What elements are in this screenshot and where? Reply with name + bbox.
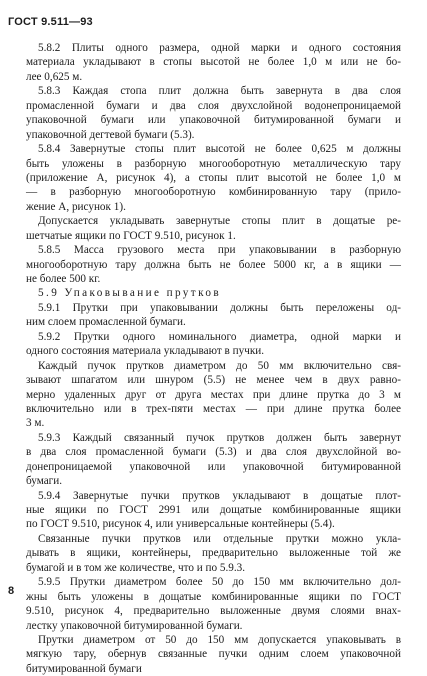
text-line: 5.9.1 Прутки при упаковывании должны быть переложены од- bbox=[38, 301, 401, 314]
text-line: лестку упаковочной битумированной бумаги. bbox=[26, 619, 243, 632]
text-line: 9.510, рисунок 4, предварительно выложенные двумя слоями внах- bbox=[26, 605, 401, 618]
text-line: одного состояния материала укладывают в пучки. bbox=[26, 345, 265, 358]
text-line: 5.9.3 Каждый связанный пучок прутков должен быть завернут bbox=[38, 431, 401, 444]
page-number: 8 bbox=[8, 585, 15, 597]
text-line: жение А, рисунок 1). bbox=[26, 200, 126, 213]
standard-header: ГОСТ 9.511—93 bbox=[8, 16, 93, 28]
text-line: Прутки диаметром от 50 до 150 мм допускается упаковывать в bbox=[38, 633, 401, 646]
text-line: жны быть уложены в дощатые комбинированные ящики по ГОСТ bbox=[26, 590, 401, 603]
text-line: донепроницаемой упаковочной или упаковочной битумированной bbox=[26, 460, 401, 473]
document-body bbox=[26, 41, 401, 676]
text-line: Допускается укладывать завернутые стопы плит в дощатые ре- bbox=[38, 215, 401, 228]
text-line: включительно или в трех-пяти местах — при длине прутка более bbox=[26, 402, 401, 415]
text-line: материала укладывают в стопы высотой не более 1,0 м или не бо- bbox=[26, 56, 401, 69]
text-line: лее 0,625 м. bbox=[26, 70, 83, 83]
text-line: по ГОСТ 9.510, рисунок 4, или универсальные контейнеры (5.4). bbox=[26, 518, 335, 531]
text-line: 5.9.5 Прутки диаметром более 50 до 150 мм включительно дол- bbox=[38, 576, 401, 589]
text-line: промасленной бумаги и два слоя двухслойной водонепроницаемой bbox=[26, 99, 401, 112]
text-line: многооборотную тару должна быть не более 5000 кг, а в ящики — bbox=[26, 258, 401, 271]
text-line: быть уложены в разборную многооборотную металлическую тару bbox=[26, 157, 401, 170]
text-line: зывают шпагатом или шнуром (5.5) не менее чем в двух равно- bbox=[26, 374, 401, 387]
text-line: в два слоя промасленной бумаги (5.3) и два слоя двухслойной во- bbox=[26, 446, 401, 459]
text-line: 5.8.3 Каждая стопа плит должна быть завернута в два слоя bbox=[38, 85, 401, 98]
text-line: бумагой и в том же количестве, что и по 5.9.3. bbox=[26, 561, 246, 574]
text-line: 5.9.2 Прутки одного номинального диаметра, одной марки и bbox=[38, 330, 401, 343]
text-line: 3 м. bbox=[26, 417, 45, 430]
text-line: Связанные пучки прутков или отдельные прутки можно укла- bbox=[38, 532, 401, 545]
text-line: (приложение А, рисунок 4), а стопы плит высотой не более 1,0 м bbox=[26, 171, 401, 184]
text-line: ним слоем промасленной бумаги. bbox=[26, 316, 186, 329]
text-line: 5.8.2 Плиты одного размера, одной марки и одного состояния bbox=[38, 42, 401, 54]
text-line: мерно удаленных друг от друга местах при длине прутка до 3 м bbox=[26, 388, 401, 401]
text-line: — в разборную многооборотную комбинированную тару (прило- bbox=[26, 186, 401, 199]
text-line: шетчатые ящики по ГОСТ 9.510, рисунок 1. bbox=[26, 229, 236, 242]
text-line: упаковочной бумаги или упаковочной битумированной бумаги и bbox=[26, 114, 401, 127]
text-line: ные ящики по ГОСТ 2991 или дощатые комбинированные ящики bbox=[26, 504, 401, 516]
text-line: Каждый пучок прутков диаметром до 50 мм включительно свя- bbox=[38, 359, 401, 372]
text-line: 5.9 Упаковывание прутков bbox=[38, 287, 222, 300]
text-line: упаковочной дегтевой бумаги (5.3). bbox=[26, 128, 195, 141]
text-line: 5.9.4 Завернутые пучки прутков укладывают в дощатые плот- bbox=[38, 489, 401, 502]
text-line: 5.8.4 Завернутые стопы плит высотой не более 0,625 м должны bbox=[38, 143, 401, 156]
text-line: бумаги. bbox=[26, 475, 63, 488]
text-line: не более 500 кг. bbox=[26, 273, 101, 285]
text-line: 5.8.5 Масса грузового места при упаковывании в разборную bbox=[38, 244, 401, 257]
text-line: мягкую тару, обернув связанные пучки одним слоем упаковочной bbox=[26, 648, 401, 661]
text-line: дывать в ящики, контейнеры, предварительно выложенные той же bbox=[26, 547, 401, 560]
text-line: битумированной бумаги bbox=[26, 662, 142, 675]
